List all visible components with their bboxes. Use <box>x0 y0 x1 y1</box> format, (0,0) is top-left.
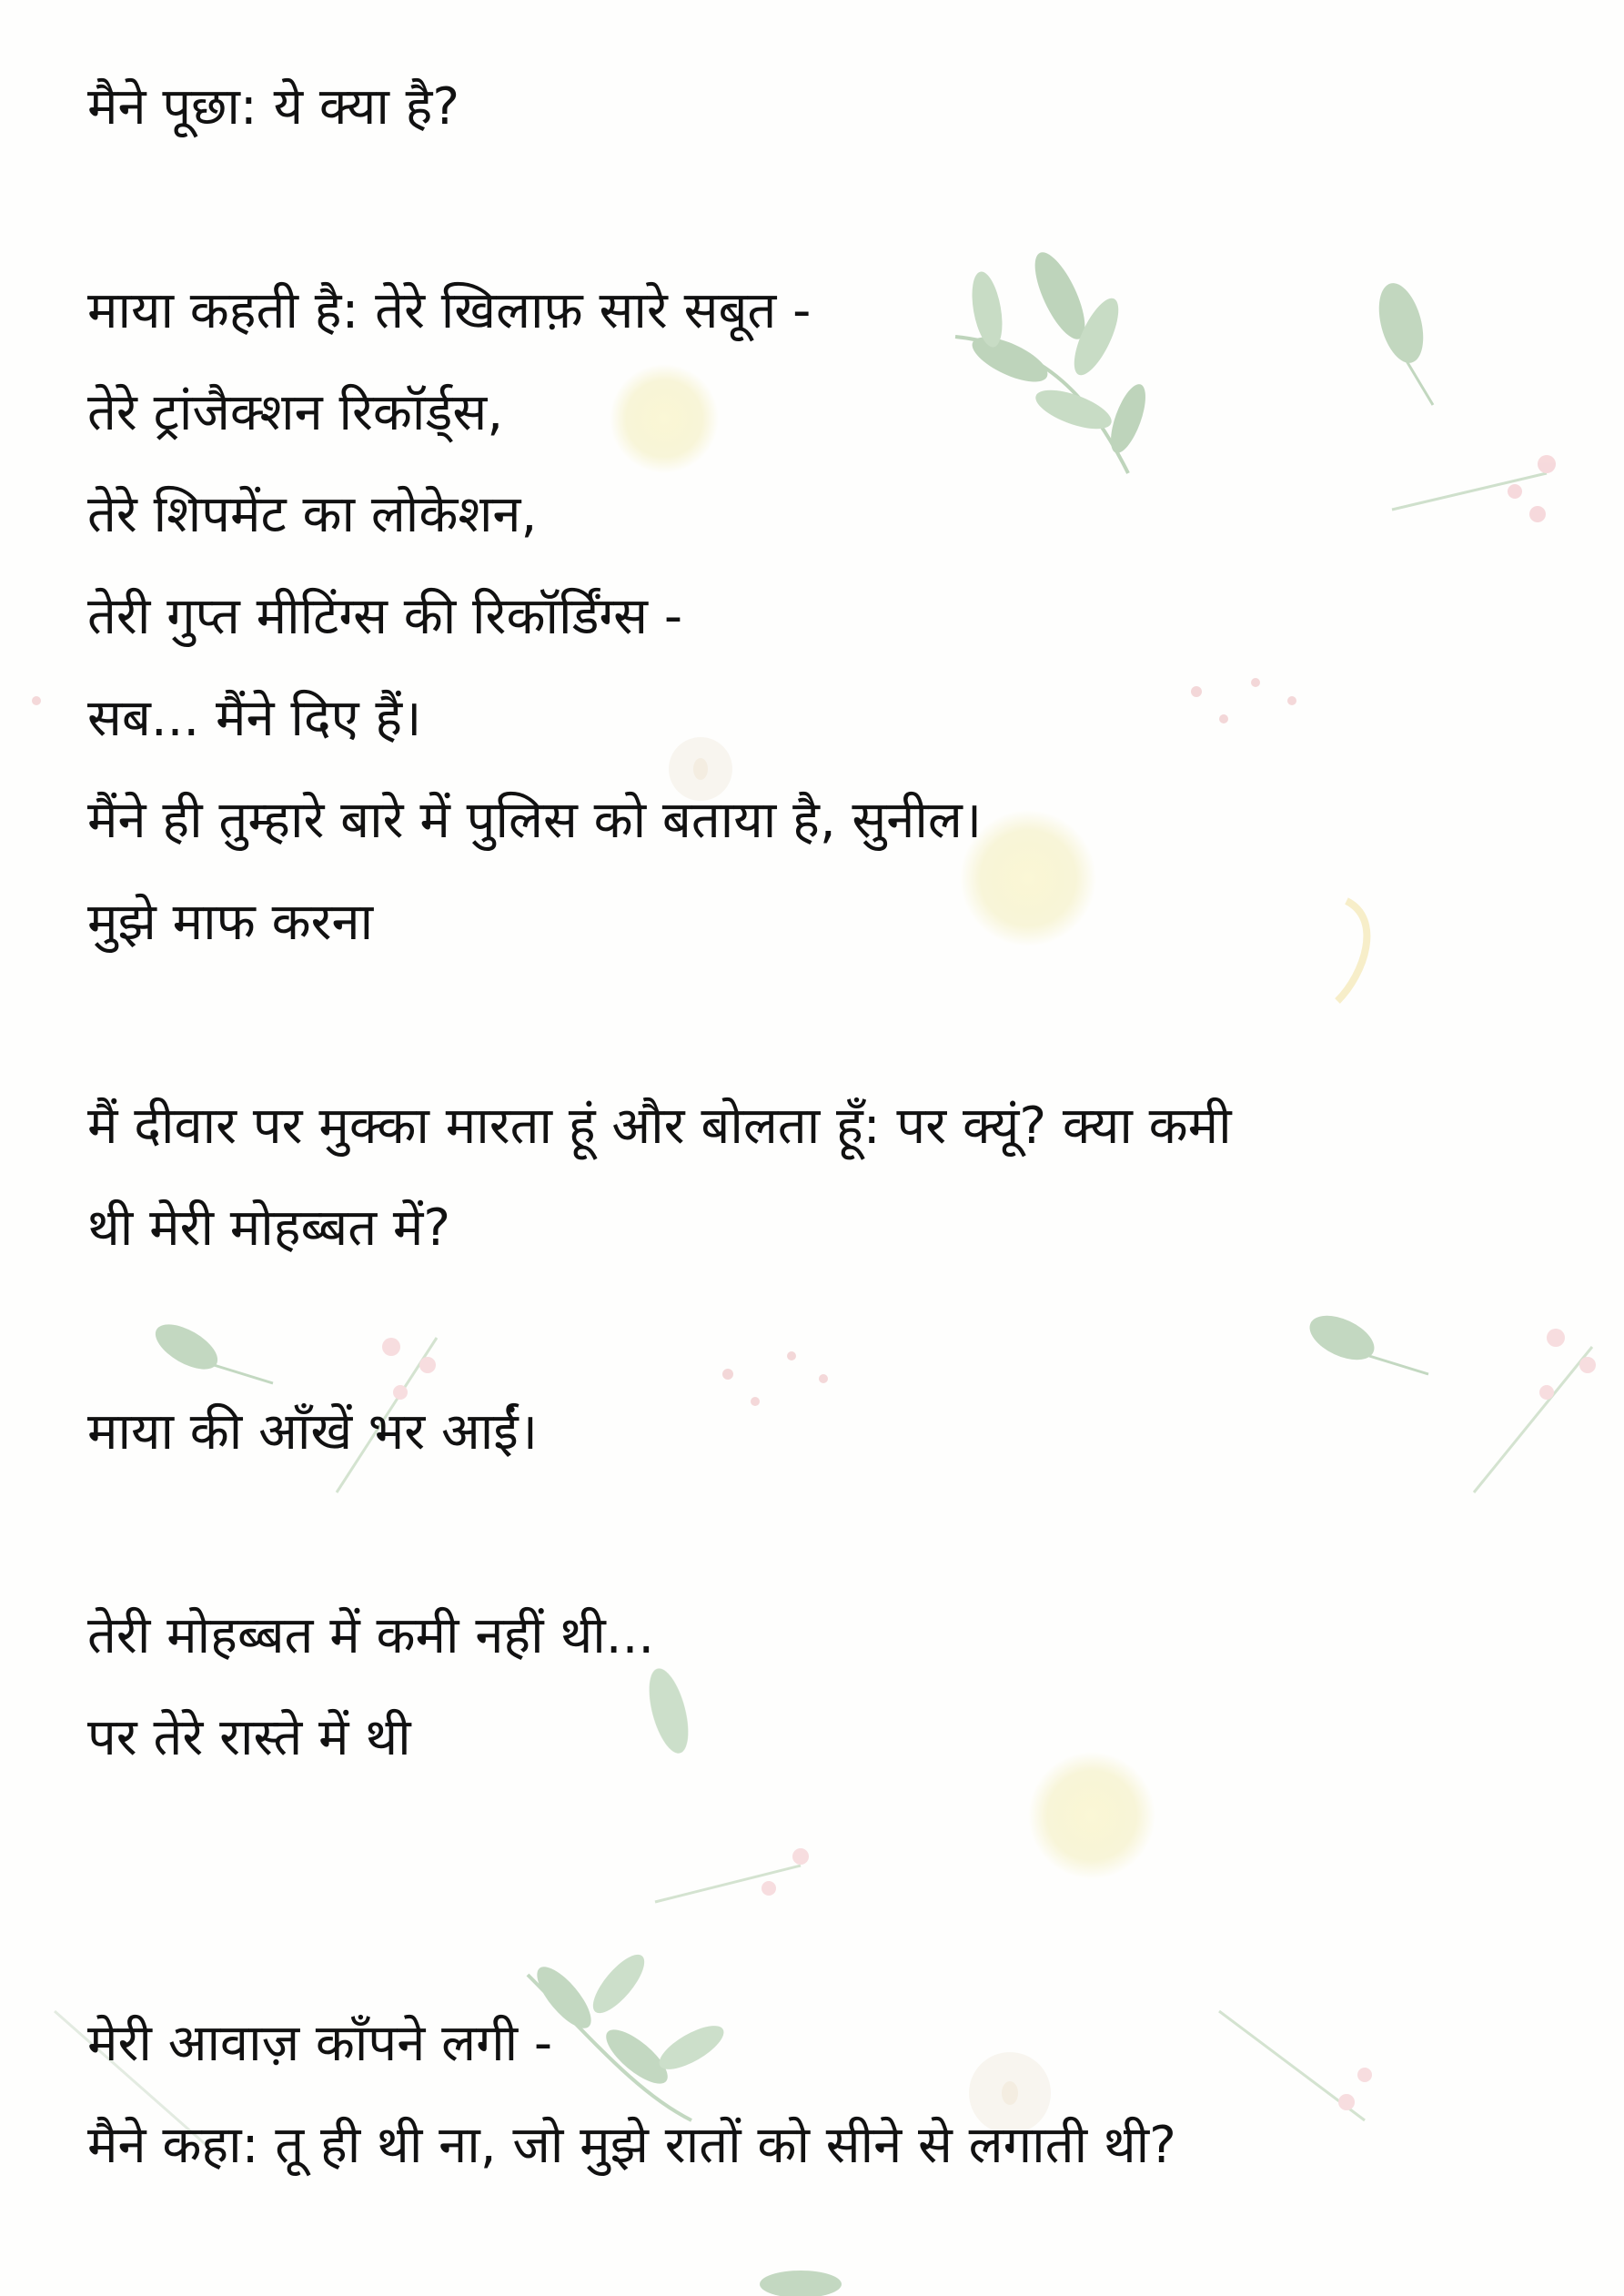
story-text <box>87 56 459 158</box>
leaf-decoration <box>1371 278 1433 405</box>
text-line: मैंने ही तुम्हारे बारे में पुलिस को बताया है, सुनील। <box>87 791 983 850</box>
story-text <box>87 1993 1176 2197</box>
text-line: मैं दीवार पर मुक्का मारता हूं और बोलता हूँ: पर क्यूं? क्या कमी <box>87 1097 1232 1156</box>
bud-sprig-decoration <box>1392 455 1556 522</box>
story-text <box>87 1381 538 1483</box>
text-line: मैने कहा: तू ही थी ना, जो मुझे रातों को सीने से लगाती थी? <box>87 2116 1176 2175</box>
story-text <box>87 1076 1232 1279</box>
text-line: पर तेरे रास्ते में थी <box>87 1708 411 1767</box>
text-line: सब... मैंने दिए हैं। <box>87 689 422 748</box>
text-line: मैने पूछा: ये क्या है? <box>87 77 460 137</box>
story-text <box>87 260 982 974</box>
leaf-branch-decoration <box>955 246 1153 473</box>
text-line: मेरी आवाज़ काँपने लगी - <box>87 2014 553 2073</box>
text-line: तेरे ट्रांजैक्शन रिकॉर्ड्स, <box>87 383 504 442</box>
text-line: तेरी गुप्त मीटिंग्स की रिकॉर्डिंग्स - <box>87 587 683 646</box>
text-line: मुझे माफ करना <box>87 893 374 952</box>
text-line: थी मेरी मोहब्बत में? <box>87 1199 451 1258</box>
text-line: माया की आँखें भर आईं। <box>87 1402 538 1462</box>
story-text <box>87 1585 654 1789</box>
text-line: तेरी मोहब्बत में कमी नहीं थी... <box>87 1606 655 1665</box>
flower-decoration <box>1028 1752 1155 1879</box>
feather-decoration <box>1337 901 1367 1001</box>
text-line: तेरे शिपमेंट का लोकेशन, <box>87 485 538 544</box>
text-line: माया कहती है: तेरे खिलाफ़ सारे सबूत - <box>87 281 812 340</box>
